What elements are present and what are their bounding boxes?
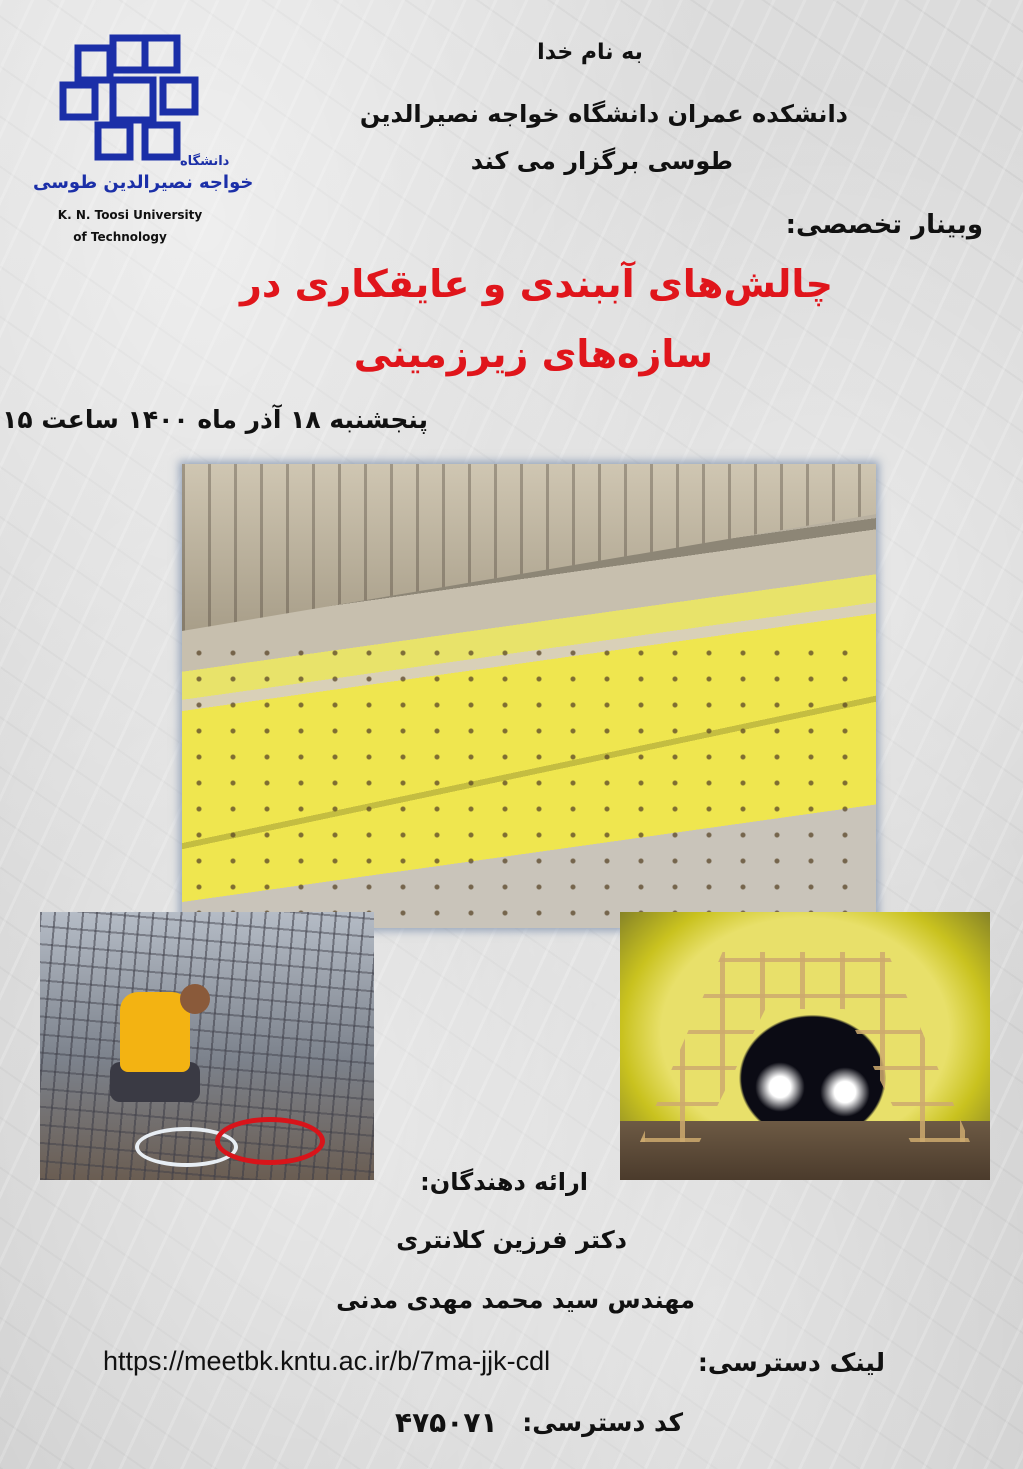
worker-head: [180, 984, 210, 1014]
title-line2: سازه‌های زیرزمینی: [353, 332, 713, 376]
title-line1: چالش‌های آببندی و عایقکاری در: [239, 262, 833, 306]
tunnel-light-left: [755, 1062, 805, 1112]
organizer-line2: طوسی برگزار می کند: [470, 147, 733, 175]
presenters-label: ارائه دهندگان:: [420, 1168, 588, 1196]
access-link-url[interactable]: https://meetbk.kntu.ac.ir/b/7ma-jjk-cdl: [103, 1346, 551, 1376]
kntu-emblem-icon: [58, 30, 208, 170]
access-link-label: لینک دسترسی:: [697, 1348, 885, 1377]
access-code-label: کد دسترسی:: [522, 1408, 683, 1437]
tunnel-photo: [620, 912, 990, 1180]
presenter-1: دکتر فرزین کلانتری: [396, 1226, 627, 1254]
logo-fa-line1: دانشگاه: [180, 154, 230, 169]
construction-site-photo: [182, 464, 876, 928]
logo-en-line1: K. N. Toosi University: [57, 208, 203, 222]
rebar-worker-photo: [40, 912, 374, 1180]
retaining-wall: [182, 464, 876, 631]
logo-en-line2: of Technology: [73, 230, 167, 244]
tunnel-light-right: [820, 1067, 870, 1117]
red-cable-coil: [215, 1117, 325, 1165]
event-datetime: پنجشنبه ۱۸ آذر ماه ۱۴۰۰ ساعت ۱۵: [2, 405, 428, 434]
event-type: وبینار تخصصی:: [785, 210, 983, 240]
tunnel-gantry: [640, 952, 970, 1142]
university-logo: [30, 30, 254, 250]
presenter-2: مهندس سید محمد مهدی مدنی: [336, 1286, 695, 1314]
organizer-line1: دانشکده عمران دانشگاه خواجه نصیرالدین: [359, 100, 848, 128]
access-code-value: ۴۷۵۰۷۱: [395, 1406, 498, 1439]
basmala: به نام خدا: [537, 40, 643, 65]
logo-fa-line2: خواجه نصیرالدین طوسی: [33, 172, 254, 193]
worker-vest: [120, 992, 190, 1072]
rebar-pattern: [182, 640, 876, 928]
